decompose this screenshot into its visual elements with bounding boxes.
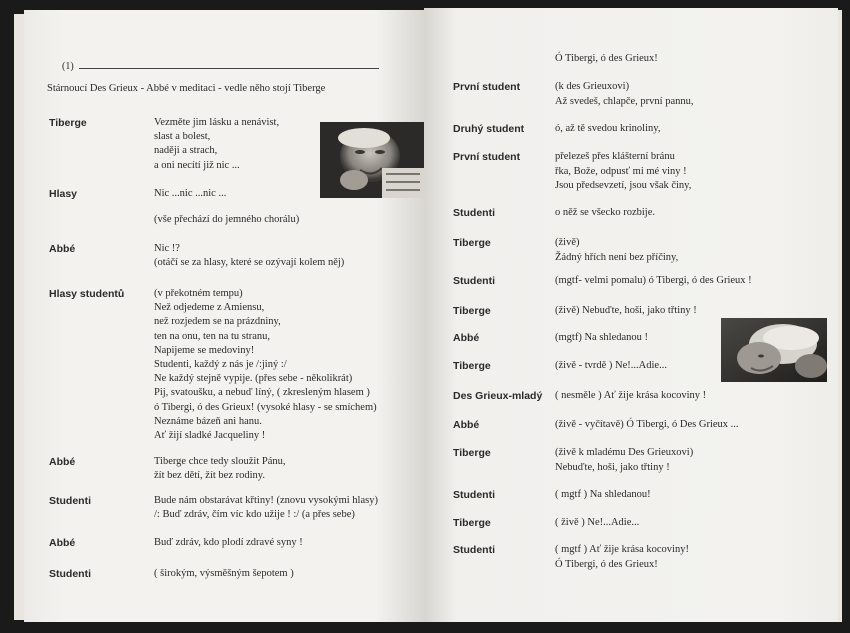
speaker-label: Abbé [453, 332, 480, 344]
dialogue-block [555, 206, 655, 221]
speaker-label: Tiberge [453, 360, 491, 372]
dialogue-line: žít bez dětí, žít bez rodiny. [154, 470, 265, 482]
dialogue-line: řka, Bože, odpusť mi mé viny ! [555, 165, 687, 177]
dialogue-block [154, 187, 226, 201]
speaker-label: Tiberge [453, 517, 491, 529]
dialogue-block [555, 52, 658, 67]
dialogue-block [555, 418, 739, 433]
dialogue-block [154, 567, 294, 581]
dialogue-line: ( širokým, výsměšným šepotem ) [154, 568, 294, 579]
dialogue-block [154, 287, 377, 443]
dialogue-block [555, 389, 706, 404]
dialogue-line: (živě - tvrdě ) Ne!...Adie... [555, 360, 667, 371]
dialogue-line: a oni necítí již nic ... [154, 159, 240, 171]
stage-direction: Stárnoucí Des Grieux - Abbé v meditaci - vedle něho stojí Tiberge [47, 83, 326, 94]
dialogue-line: Vezměte jim lásku a nenávist, [154, 117, 280, 128]
dialogue-block [555, 122, 660, 137]
speaker-label: Abbé [49, 537, 76, 549]
speaker-label: Studenti [453, 489, 495, 501]
dialogue-line: ( živě ) Ne!...Adie... [555, 517, 640, 528]
speaker-label: Druhý student [453, 123, 525, 135]
speaker-label: Tiberge [453, 237, 491, 249]
dialogue-line: Jsou předsevzetí, jsou však činy, [555, 180, 692, 192]
dialogue-line: (vše přechází do jemného chorálu) [154, 214, 300, 225]
dialogue-block [555, 304, 697, 319]
dialogue-line: slast a bolest, [154, 131, 211, 143]
dialogue-block [154, 242, 344, 270]
dialogue-block [154, 455, 286, 483]
dialogue-line: ó, až tě svedou krinoliny, [555, 123, 661, 134]
dialogue-block [555, 446, 693, 475]
dialogue-block [154, 536, 303, 550]
dialogue-line: ó Tibergi, ó des Grieux! (vysoké hlasy - se smíchem) [154, 401, 377, 413]
speaker-label: Studenti [453, 207, 495, 219]
dialogue-block [555, 150, 691, 194]
dialogue-line: Než odjedeme z Amiensu, [154, 302, 265, 314]
dialogue-line: ( mgtf ) Na shledanou! [555, 489, 651, 500]
speaker-label: Des Grieux-mladý [453, 390, 543, 402]
speaker-label: První student [453, 151, 521, 163]
dialogue-line: Nic ...nic ...nic ... [154, 188, 227, 199]
dialogue-line: Ó Tibergi, ó des Grieux! [555, 53, 658, 64]
dialogue-line: (živě k mladému Des Grieuxovi) [555, 447, 694, 458]
dialogue-line: Studenti, každý z nás je /:jiný :/ [154, 359, 287, 371]
dialogue-line: Bude nám obstarávat křtiny! (znovu vysokými hlasy) [154, 495, 378, 506]
dialogue-line: Napijeme se medoviny! [154, 344, 255, 356]
dialogue-block [555, 80, 694, 109]
dialogue-line: /: Buď zdráv, čím víc kdo užije ! :/ (a přes sebe) [154, 509, 355, 521]
speaker-label: První student [453, 81, 521, 93]
dialogue-line: ( mgtf ) Ať žije krása kocoviny! [555, 544, 689, 555]
dialogue-block [555, 236, 678, 265]
left-page [24, 10, 424, 622]
dialogue-block [555, 331, 648, 346]
dialogue-line: Až svedeš, chlapče, první pannu, [555, 95, 694, 107]
speaker-label: Abbé [453, 419, 480, 431]
dialogue-line: (živě - vyčítavě) Ó Tibergi, ó Des Grieux ... [555, 419, 739, 430]
speaker-label: Studenti [49, 495, 91, 507]
dialogue-block [555, 274, 752, 289]
dialogue-line: Nic !? [154, 243, 180, 254]
scene-number: (1) [62, 61, 74, 72]
dialogue-line: ten na onu, ten na tu stranu, [154, 330, 271, 342]
dialogue-line: přelezeš přes klášterní bránu [555, 151, 675, 162]
right-page [424, 8, 838, 622]
dialogue-line: (k des Grieuxovi) [555, 81, 630, 92]
dialogue-line: Žádný hřích není bez příčiny, [555, 251, 679, 263]
couple-photo [721, 318, 827, 382]
speaker-label: Tiberge [453, 305, 491, 317]
dialogue-block [154, 116, 279, 173]
dialogue-line: Neznáme bázeň ani hanu. [154, 415, 262, 427]
speaker-label: Abbé [49, 243, 76, 255]
dialogue-line: Tiberge chce tedy sloužit Pánu, [154, 456, 286, 467]
dialogue-line: (živě) [555, 237, 580, 248]
dialogue-line: (živě) Nebuďte, hoši, jako třtiny ! [555, 305, 697, 316]
dialogue-line: naději a strach, [154, 145, 218, 157]
dialogue-line: (mgtf) Na shledanou ! [555, 332, 649, 343]
speaker-label: Abbé [49, 456, 76, 468]
speaker-label: Studenti [453, 275, 495, 287]
dialogue-line: ( nesměle ) Ať žije krása kocoviny ! [555, 390, 707, 401]
dialogue-line: Ó Tibergi, ó des Grieux! [555, 558, 658, 570]
speaker-label: Hlasy studentů [49, 288, 125, 300]
dialogue-line: o něž se všecko rozbije. [555, 207, 656, 218]
dialogue-line: než rozjedem se na prázdniny, [154, 316, 281, 328]
dialogue-block [555, 359, 667, 374]
dialogue-line: Ať žijí sladké Jacqueliny ! [154, 430, 266, 442]
speaker-label: Tiberge [49, 117, 87, 129]
scene-rule [79, 68, 379, 69]
dialogue-block [555, 488, 651, 503]
dialogue-line: Ne každý stejně vypije. (přes sebe - několikrát) [154, 373, 353, 385]
dialogue-block [555, 543, 689, 572]
dialogue-block [555, 516, 639, 531]
dialogue-block [154, 494, 378, 522]
dialogue-line: Pij, svatoušku, a nebuď líný, ( zkresleným hlasem ) [154, 387, 370, 399]
speaker-label: Hlasy [49, 188, 78, 200]
dialogue-line: (otáčí se za hlasy, které se ozývají kolem něj) [154, 257, 345, 269]
dialogue-line: Buď zdráv, kdo plodí zdravé syny ! [154, 537, 303, 548]
dialogue-line: (mgtf- velmi pomalu) ó Tibergi, ó des Grieux ! [555, 275, 752, 286]
dialogue-line: (v překotném tempu) [154, 288, 243, 299]
speaker-label: Studenti [453, 544, 495, 556]
speaker-label: Studenti [49, 568, 91, 580]
speaker-label: Tiberge [453, 447, 491, 459]
dialogue-line: Nebuďte, hoši, jako třtiny ! [555, 461, 670, 473]
tiberge-photo [320, 122, 424, 198]
dialogue-block [154, 213, 299, 227]
